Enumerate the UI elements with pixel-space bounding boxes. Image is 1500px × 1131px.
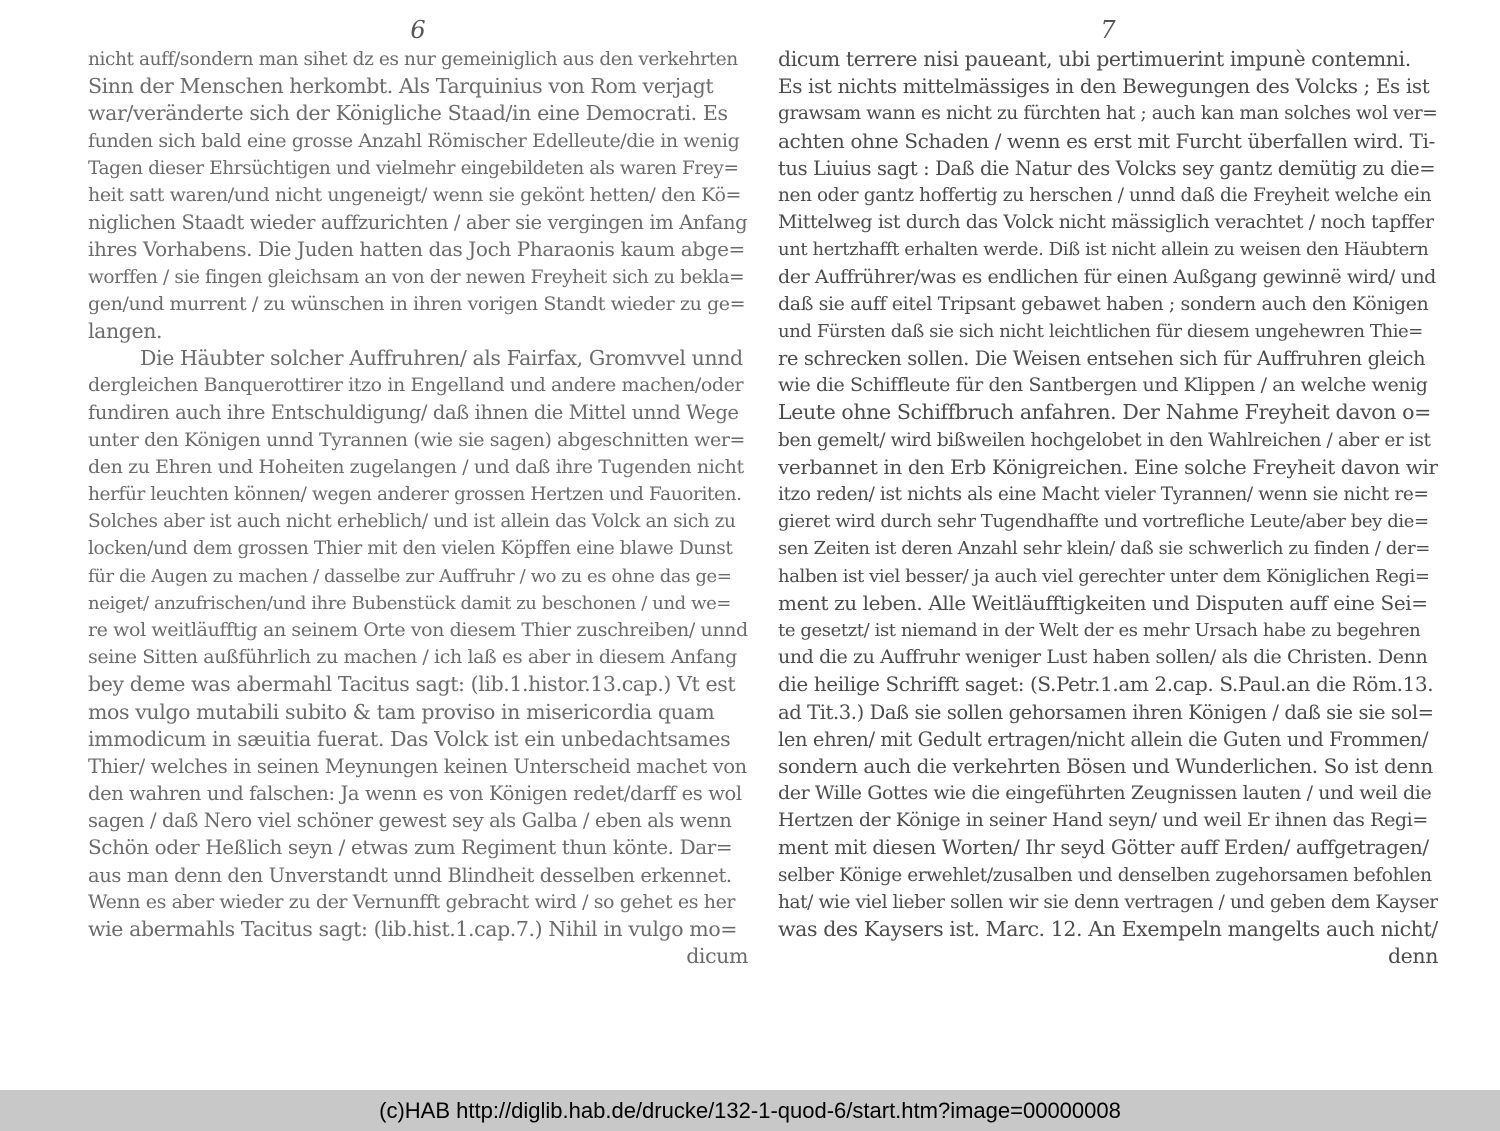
text-line: seine Sitten außführlich zu machen / ich laß es aber in diesem Anfang [88, 646, 737, 669]
text-line: selber Könige erwehlet/zusalben und denselben zugehorsamen befohlen [778, 864, 1432, 886]
text-line: niglichen Staadt wieder auffzurichten / aber sie vergingen im Anfang [88, 211, 748, 235]
right-page [778, 14, 1438, 970]
text-line: verbannet in den Erb Königreichen. Eine solche Freyheit davon wir [778, 454, 1438, 479]
text-line: langen. [88, 318, 163, 343]
text-line: unt hertzhafft erhalten werde. Diß ist nicht allein zu weisen den Häubtern [778, 239, 1429, 261]
text-line: der Wille Gottes wie die eingeführten Zeugnissen lauten / und weil die [778, 782, 1432, 805]
text-line: fundiren auch ihre Entschuldigung/ daß ihnen die Mittel unnd Wege [88, 401, 739, 425]
text-line: hat/ wie viel lieber sollen wir sie denn vertragen / und geben dem Kayser [778, 891, 1438, 913]
left-page-text [88, 46, 748, 970]
text-line: neiget/ anzufrischen/und ihre Bubenstück damit zu beschonen / und we= [88, 592, 732, 614]
text-line: grawsam wann es nicht zu fürchten hat ; auch kan man solches wol ver= [778, 103, 1438, 125]
text-line: gen/und murrent / zu wünschen in ihren vorigen Standt wieder zu ge= [88, 292, 746, 315]
text-line: gieret wird durch sehr Tugendhaffte und vortrefliche Leute/aber bey die= [778, 511, 1429, 533]
text-line: herfür leuchten können/ wegen anderer grossen Hertzen und Fauoriten. [88, 484, 742, 505]
text-line: Hertzen der Könige in seiner Hand seyn/ und weil Er ihnen das Regi= [778, 809, 1428, 832]
text-line: te gesetzt/ ist niemand in der Welt der es mehr Ursach habe zu begehren [778, 619, 1421, 641]
text-line: Die Häubter solcher Auffruhren/ als Fairfax, Gromvvel unnd [140, 346, 743, 371]
text-line: immodicum in sæuitia fuerat. Das Volck ist ein unbedachtsames [88, 726, 731, 751]
text-line: heit satt waren/und nicht ungeneigt/ wenn sie gekönt hetten/ den Kö= [88, 183, 741, 206]
text-line: Mittelweg ist durch das Volck nicht mässiglich verachtet / noch tapffer [778, 211, 1434, 234]
text-line: den zu Ehren und Hoheiten zugelangen / und daß ihre Tugenden nicht [88, 455, 744, 478]
text-line: Sinn der Menschen herkombt. Als Tarquinius von Rom verjagt [88, 74, 714, 99]
text-line: dicum terrere nisi paueant, ubi pertimuerint impunè contemni. [778, 47, 1411, 71]
text-line: sen Zeiten ist deren Anzahl sehr klein/ daß sie schwerlich zu finden / der= [778, 538, 1430, 560]
text-line: len ehren/ mit Gedult ertragen/nicht allein die Guten und Frommen/ [778, 727, 1429, 751]
text-line: Solches aber ist auch nicht erheblich/ und ist allein das Volck an sich zu [88, 511, 736, 533]
text-line: ad Tit.3.) Daß sie sollen gehorsamen ihren Königen / daß sie sie sol= [778, 700, 1434, 724]
text-line: dicum [686, 944, 748, 969]
text-line: tus Liuius sagt : Daß die Natur des Volcks sey gantz demütig zu die= [778, 156, 1436, 180]
text-line: ment mit diesen Worten/ Ihr seyd Götter auff Erden/ auffgetragen/ [778, 835, 1429, 860]
text-line: ben gemelt/ wird bißweilen hochgelobet in den Wahlreichen / aber er ist [778, 429, 1431, 451]
text-line: dergleichen Banquerottirer itzo in Engelland und andere machen/oder [88, 374, 744, 397]
text-line: sondern auch die verkehrten Bösen und Wunderlichen. So ist denn [778, 753, 1433, 778]
text-line: daß sie auff eitel Tripsant gebawet haben ; sondern auch den Königen [778, 292, 1429, 315]
page-number: 6 [410, 16, 426, 44]
text-line: der Auffrührer/was es endlichen für einen Außgang gewinnë wird/ und [778, 265, 1436, 288]
text-line: den wahren und falschen: Ja wenn es von Königen redet/darff es wol [88, 782, 742, 806]
text-line: bey deme was abermahl Tacitus sagt: (lib.1.histor.13.cap.) Vt est [88, 672, 736, 697]
text-line: Wenn es aber wieder zu der Vernunfft gebracht wird / so gehet es her [88, 890, 736, 913]
text-line: wie die Schiffleute für den Santbergen und Klippen / an welche wenig [778, 374, 1428, 397]
text-line: itzo reden/ ist nichts als eine Macht vieler Tyrannen/ wenn sie nicht re= [778, 484, 1429, 505]
text-line: für die Augen zu machen / dasselbe zur Auffruhr / wo zu es ohne das ge= [88, 565, 732, 587]
footer-text: (c)HAB http://diglib.hab.de/drucke/132-1-quod-6/start.htm?image=00000008 [379, 1097, 1121, 1123]
text-line: Tagen dieser Ehrsüchtigen und vielmehr eingebildeten als waren Frey= [88, 157, 739, 179]
text-line: ment zu leben. Alle Weitläufftigkeiten und Disputen auff eine Sei= [778, 590, 1428, 615]
text-line: locken/und dem grossen Thier mit den vielen Köpffen eine blawe Dunst [88, 538, 733, 560]
text-line: die heilige Schrifft saget: (S.Petr.1.am 2.cap. S.Paul.an die Röm.13. [778, 672, 1434, 697]
text-line: sagen / daß Nero viel schöner gewest sey als Galba / eben als wenn [88, 809, 732, 833]
text-line: was des Kaysers ist. Marc. 12. An Exempeln mangelts auch nicht/ [778, 917, 1438, 941]
text-line: Leute ohne Schiffbruch anfahren. Der Nahme Freyheit davon o= [778, 400, 1431, 425]
text-line: Schön oder Heßlich seyn / etwas zum Regiment thun könte. Dar= [88, 835, 733, 860]
text-line: funden sich bald eine grosse Anzahl Römischer Edelleute/die in wenig [88, 129, 740, 152]
text-line: nicht auff/sondern man sihet dz es nur gemeiniglich aus den verkehrten [88, 49, 738, 70]
text-line: und die zu Auffruhr weniger Lust haben sollen/ als die Christen. Denn [778, 646, 1428, 669]
text-line: und Fürsten daß sie sich nicht leichtlichen für diesem ungehewren Thie= [778, 320, 1423, 342]
text-line: re schrecken sollen. Die Weisen entsehen sich für Auffruhren gleich [778, 347, 1426, 371]
text-line: Es ist nichts mittelmässiges in den Bewegungen des Volcks ; Es ist [778, 74, 1430, 99]
text-line: nen oder gantz hoffertig zu herschen / unnd daß die Freyheit welche ein [778, 184, 1432, 206]
text-line: achten ohne Schaden / wenn es erst mit Furcht überfallen wird. Ti- [778, 128, 1435, 153]
text-line: ihres Vorhabens. Die Juden hatten das Joch Pharaonis kaum abge= [88, 237, 745, 262]
right-page-text [778, 46, 1438, 970]
text-line: aus man denn den Unverstandt unnd Blindheit desselben erkennet. [88, 863, 732, 887]
text-line: denn [1387, 944, 1438, 969]
text-line: war/veränderte sich der Königliche Staad/in eine Democrati. Es [88, 101, 728, 126]
left-page [88, 14, 748, 970]
text-line: re wol weitläufftig an seinem Orte von diesem Thier zuschreiben/ unnd [88, 618, 748, 641]
copyright-footer [0, 1090, 1500, 1131]
text-line: wie abermahls Tacitus sagt: (lib.hist.1.cap.7.) Nihil in vulgo mo= [88, 917, 738, 941]
page-number: 7 [1100, 16, 1116, 44]
text-line: Thier/ welches in seinen Meynungen keinen Unterscheid machet von [88, 754, 747, 778]
text-line: unter den Königen unnd Tyrannen (wie sie sagen) abgeschnitten wer= [88, 428, 746, 451]
text-line: halben ist viel besser/ ja auch viel gerechter unter dem Königlichen Regi= [778, 565, 1430, 587]
text-line: mos vulgo mutabili subito & tam proviso in misericordia quam [88, 699, 715, 724]
text-line: worffen / sie fingen gleichsam an von der newen Freyheit sich zu bekla= [88, 266, 745, 288]
